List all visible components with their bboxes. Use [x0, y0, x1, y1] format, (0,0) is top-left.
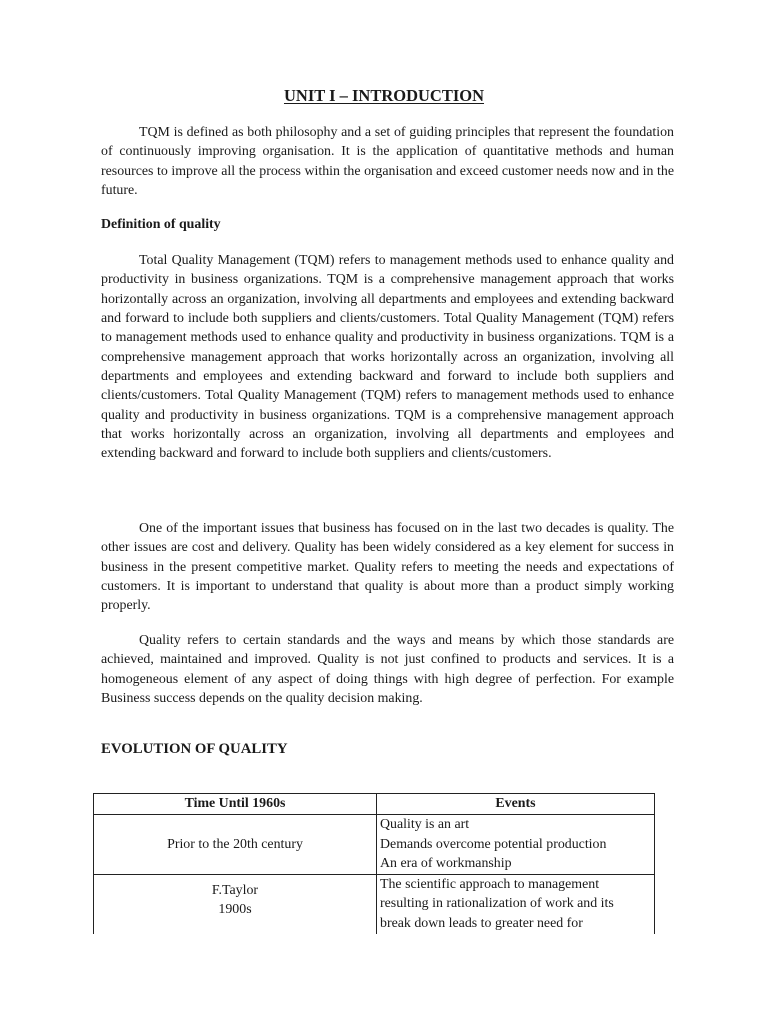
event-text: The scientific approach to management	[380, 876, 600, 892]
standards-paragraph: Quality refers to certain standards and the ways and means by which those standards are achieved, maintained and improved. Quality is not just confined to products and services. It is a homogeneous element of any aspect of doing things with high degree of perfection. For example Business success depends on the quality decision making.	[101, 633, 674, 707]
page-title: UNIT I – INTRODUCTION	[283, 86, 485, 105]
table-header-events: Events	[377, 794, 655, 815]
issues-paragraph: One of the important issues that business has focused on in the last two decades is quality. The other issues are cost and delivery. Quality has been widely considered as a key element for success in business in the present competitive market. Quality refers to meeting the needs and expectations of customers. It is important to understand that quality is about more than a product simply working properly.	[101, 521, 674, 614]
definition-paragraph: Total Quality Management (TQM) refers to management methods used to enhance quality and productivity in business organizations. TQM is a comprehensive management approach that works horizontally across an organization, involving all departments and employees and extending backward and forward to include both suppliers and clients/customers. Total Quality Management (TQM) refers to management methods used to enhance quality and productivity in business organizations. TQM is a comprehensive management approach that works horizontally across an organization, involving all departments and employees and extending backward and forward to include both suppliers and clients/customers. Total Quality Management (TQM) refers to management methods used to enhance quality and productivity in business organizations. TQM is a comprehensive management approach that works horizontally across an organization, involving all departments and employees and extending backward and forward to include both suppliers and clients/customers.	[101, 253, 674, 462]
time-text: 1900s	[218, 902, 252, 917]
table-cell-time	[94, 874, 377, 934]
definition-heading: Definition of quality	[101, 217, 221, 232]
event-text: break down leads to greater need for	[380, 915, 583, 931]
event-text: An era of workmanship	[380, 856, 512, 871]
time-text: Prior to the 20th century	[167, 836, 303, 852]
intro-paragraph: TQM is defined as both philosophy and a set of guiding principles that represent the foundation of continuously improving organisation. It is the application of quantitative methods and human resources to improve all the process within the organisation and exceed customer needs now and in the future.	[101, 125, 674, 199]
event-text: resulting in rationalization of work and its	[380, 896, 614, 911]
evolution-table	[93, 793, 655, 934]
table-header-time: Time Until 1960s	[94, 794, 377, 815]
table-row	[94, 874, 655, 934]
table-cell-events	[377, 874, 655, 934]
evolution-table-container	[93, 793, 655, 934]
table-row	[94, 815, 655, 875]
evolution-heading: EVOLUTION OF QUALITY	[101, 741, 288, 757]
table-cell-time	[94, 815, 377, 875]
table-cell-events	[377, 815, 655, 875]
event-text: Demands overcome potential production	[380, 836, 607, 852]
event-text: Quality is an art	[380, 817, 470, 832]
time-text: F.Taylor	[211, 882, 259, 898]
table-header-row	[94, 794, 655, 815]
